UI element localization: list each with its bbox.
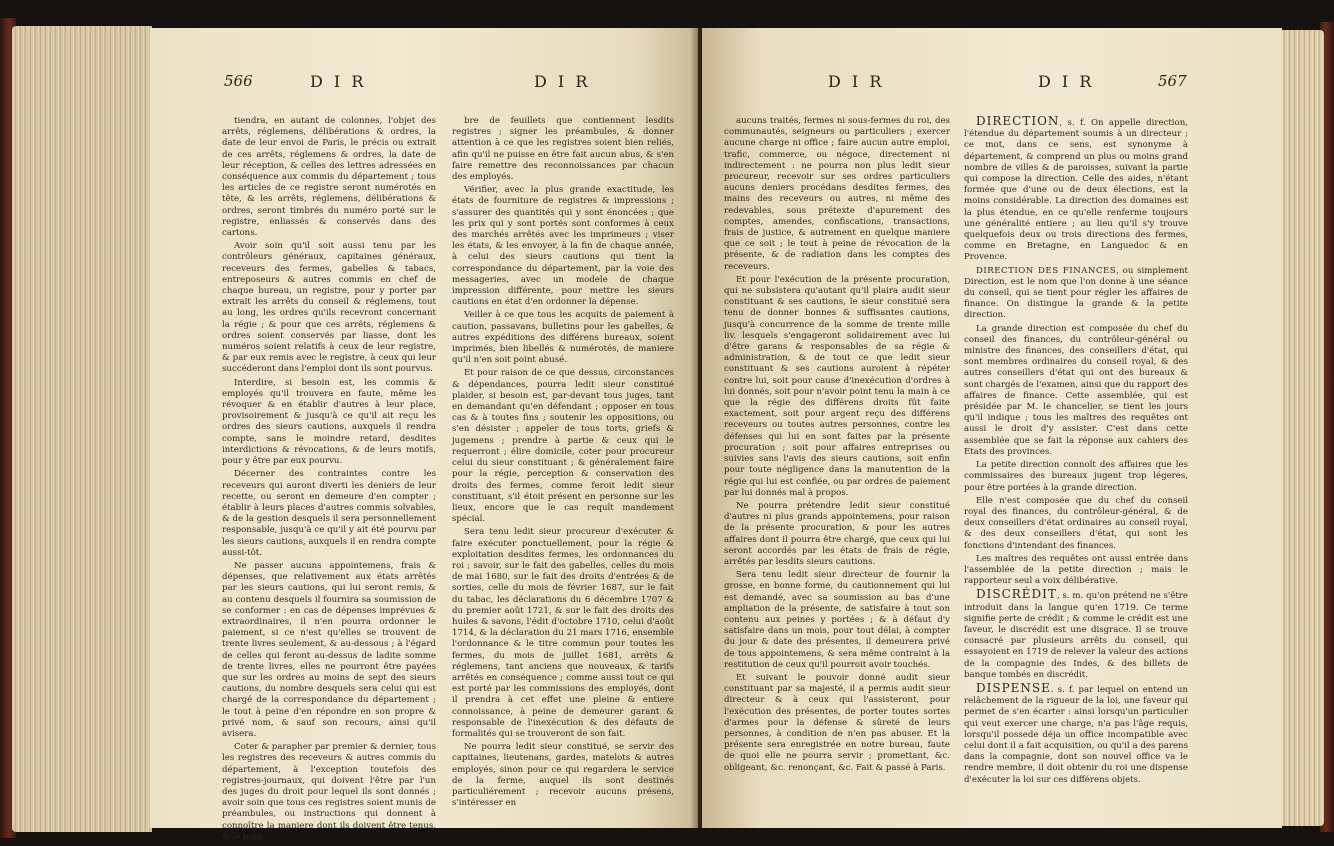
text-paragraph: Interdire, si besoin est, les commis & employés qu'il trouvera en faute, même les révoquer & en établir d'autres à leur place, provisoirement & jusqu'à ce qu'il ait reçu les ordres des sieurs cautions, auxquels il rendra compte, sans le moindre retard, desdites interdictions & révocations, & de leurs motifs, pour y être par eux pourvu. xyxy=(222,377,436,467)
right-page-number: 567 xyxy=(1158,72,1187,90)
text-paragraph: Veiller à ce que tous les acquits de paiement à caution, passavans, bulletins pour les gabelles, & autres expéditions des différens bureaux, soient imprimés, bien libellés & numérotés, de maniere qu'il n'en soit point abusé. xyxy=(452,310,674,366)
entry-text: Les maîtres des requêtes ont aussi entrée dans l'assemblée de la petite direction ; mais le rapporteur seul a voix délibérative. xyxy=(964,553,1188,587)
text-paragraph: aucuns traités, fermes ni sous-fermes du roi, des communautés, seigneurs ou particuliers ; exercer aucune charge ni office ; faire aucun autre emploi, trafic, commerce, ou négoce, directement ni indirectement : ne pourra non plus ledit sieur procureur, recevoir sur ses ordres particuliers aucuns deniers procédans desdites fermes, des mains des receveurs ou autres, ni même des redevables, sous prétexte d'apurement des comptes, amendes, confiscations, transactions, frais de justice, & autrement en quelque maniere que ce soit ; le tout à peine de révocation de la présente, & de radiation dans les comptes des receveurs. xyxy=(724,116,950,272)
entry-headword: DIRECTION xyxy=(976,114,1060,128)
text-paragraph xyxy=(964,496,1188,552)
entry-text: , s. f. On appelle direction, l'étendue du département soumis à un directeur ; ce mot, dans ce sens, est synonyme à département, & comprend un plus ou moins grand nombre de villes & de paroisses, suivant la partie qui compose la direction. Celle des aides, n'étant formée que d'une ou de deux élections, est la moins considérable. La direction des domaines est la plus étendue, en ce qu'elle renferme toujours une généralité entiere ; au lieu qu'il s'y trouve quelquefois deux ou trois directions des fermes, comme en Bretagne, en Languedoc & en Provence. xyxy=(964,118,1188,263)
entry-text: , ou simplement Direction, est le nom que l'on donne à une séance du conseil, qui se tient pour régler les affaires de finance. On distingue la grande & la petite direction. xyxy=(964,265,1188,321)
text-paragraph xyxy=(964,460,1188,494)
right-running-head-1: D I R xyxy=(828,72,885,91)
entry-text: La petite direction connoît des affaires que les commissaires des bureaux jugent trop légeres, pour être portées à la grande direction. xyxy=(964,460,1188,493)
entry-headword: DISPENSE xyxy=(976,680,1051,695)
dictionary-entry xyxy=(964,116,1188,264)
text-paragraph: bre de feuillets que contiennent lesdits registres ; signer les préambules, & donner attention à ce que les registres soient bien reliés, afin qu'il ne puisse en être fait aucun abus, & s'en faire remettre des reconnoissances par chacun des employés. xyxy=(452,116,674,183)
text-paragraph: Et suivant le pouvoir donné audit sieur constituant par sa majesté, il a permis audit sieur directeur & à ceux qui l'assisteront, pour l'exécution des présentes, de porter toutes sortes d'armes pour la défense & sûreté de leurs personnes, à condition de n'en pas abuser. Et la présente sera enregistrée en notre bureau, faute de quoi elle ne pourra servir ; promettant, &c. obligeant, &c. renonçant, &c. Fait & passé à Paris. xyxy=(724,672,950,773)
dictionary-entry xyxy=(964,589,1188,681)
text-paragraph: Sera tenu ledit sieur directeur de fournir la grosse, en bonne forme, du cautionnement qui lui est demandé, avec sa soumission au bas d'une ampliation de la présente, de satisfaire à tout son contenu aux peines y portées ; & à défaut d'y satisfaire dans un mois, pour tout délai, à compter du jour & date des présentes, il demeurera privé de tous appointemens, & sera même contraint à la restitution de ceux qu'il pourroit avoir touchés. xyxy=(724,570,950,670)
entry-text: La grande direction est composée du chef du conseil des finances, du contrôleur-général ou ministre des finances, des conseillers d'état, qui sont membres ordinaires du conseil royal, & des autres conseillers d'état qui ont des bureaux & sont chargés de l'examen, ainsi que du rapport des affaires de finance. Cette assemblée, qui est présidée par M. le chancelier, se tient les jours qu'il indique ; tous les maîtres des requêtes ont aussi le droit d'y assister. C'est dans cette assemblée que se fait la réponse aux cahiers des Etats des provinces. xyxy=(964,323,1188,457)
right-page-column-2 xyxy=(964,116,1188,846)
text-paragraph: Vérifier, avec la plus grande exactitude, les états de fourniture de registres & impressions ; s'assurer des quantités qui y sont énoncées ; que les prix qui y sont portés sont conformes à ceux des marchés arrêtés avec les imprimeurs ; viser les états, & les envoyer, à la fin de chaque année, à celui des sieurs cautions qui tient la correspondance du département, par la voie des messageries, avec un modele de chaque impression différente, pour mettre les sieurs cautions en état d'en ordonner la dépense. xyxy=(452,185,674,308)
right-page-column-1 xyxy=(724,116,950,846)
text-paragraph: Sera tenu ledit sieur procureur d'exécuter & faire exécuter ponctuellement, pour la régie & exploitation desdites fermes, les ordonnances du roi ; savoir, sur le fait des gabelles, celles du mois de mai 1680, sur le fait des droits d'entrées & de sorties, celle du mois de février 1687, sur le fait du tabac, les déclarations du 6 décembre 1707 & du premier août 1721, & sur le fait des droits des huiles & savons, l'édit d'octobre 1710, celui d'août 1714, & la déclaration du 21 mars 1716, ensemble l'ordonnance & le titre commun pour toutes les fermes, du mois de juillet 1681, arrêts & réglemens, tant anciens que nouveaux, & tarifs arrêtés en conséquence ; comme aussi tout ce qui est porté par les commissions des employés, dont il prendra à cet effet une pleine & entiere connoissance, à peine de demeurer garant & responsable de l'inexécution & des défauts de formalités qui se trouveront de son fait. xyxy=(452,527,674,739)
text-paragraph xyxy=(964,554,1188,588)
text-paragraph: tiendra, en autant de colonnes, l'objet des arrêts, réglemens, délibérations & ordres, la date de leur envoi de Paris, le précis ou extrait de ces arrêts, réglemens & ordres, la date de leur réception, & celles des lettres adressées en conséquence aux commis du département ; tous les articles de ce registre seront numérotés en tête, & les arrêts, réglemens, délibérations & ordres, seront timbrés du numéro porté sur le registre, enliassés & conservés dans des cartons. xyxy=(222,116,436,239)
page-stack-left xyxy=(12,26,152,832)
entry-headword: DIRECTION DES FINANCES xyxy=(976,265,1117,276)
page-stack-right xyxy=(1276,30,1324,826)
entry-text: , s. m. qu'on prétend ne s'être introduit dans la langue qu'en 1719. Ce terme signifie perte de crédit ; & comme le crédit est une faveur, le discrédit est une disgrace. Il se trouve consacré par plusieurs arrêts du conseil, qui essayoient en 1719 de relever la valeur des actions de la compagnie des Indes, & des billets de banque tombés en discrédit. xyxy=(964,591,1188,680)
text-paragraph: Décerner des contraintes contre les receveurs qui auront diverti les deniers de leur recette, ou seront en demeure d'en compter ; établir à leurs places d'autres commis solvables, & de la gestion desquels il sera personnellement responsable, jusqu'à ce qu'il y ait été pourvu par les sieurs cautions, auxquels il en rendra compte aussi-tôt. xyxy=(222,469,436,558)
entry-headword: DISCRÉDIT xyxy=(976,587,1057,602)
left-page-column-1 xyxy=(222,116,436,846)
dictionary-entry xyxy=(964,680,1188,786)
text-paragraph: Ne pourra ledit sieur constitué, se servir des capitaines, lieutenans, gardes, matelots & autres employés, sinon pour ce qui regardera le service de la ferme, auquel ils sont destinés particuliérement ; recevoir aucuns présens, s'intéresser en xyxy=(452,742,674,809)
right-running-head-2: D I R xyxy=(1038,72,1095,91)
left-page-column-2 xyxy=(452,116,674,846)
text-paragraph: Ne pourra prétendre ledit sieur constitué d'autres ni plus grands appointemens, pour raison de la présente procuration, & pour les autres affaires dont il pourra être chargé, que ceux qui lui seront accordés par les états de frais de régie, arrêtés par lesdits sieurs cautions. xyxy=(724,500,950,567)
text-paragraph: Et pour l'exécution de la présente procuration, qui ne subsistera qu'autant qu'il plaira audit sieur constituant & ses cautions, le sieur constitué sera tenu de donner bonnes & suffisantes cautions, jusqu'à concurrence de la somme de trente mille liv. lesquels s'engageront solidairement avec lui d'être garans & responsables de sa régie & administration, & de tout ce que ledit sieur constituant & ses cautions auroient à répéter contre lui, soit pour cause d'inexécution d'ordres à lui donnés, soit pour n'avoir point tenu la main à ce que la régie des différens droits fût faite exactement, soit pour argent reçu des différens receveurs ou toutes autres personnes, contre les défenses qui lui en sont faites par la présente procuration ; soit pour affaires entreprises ou suivies sans l'avis des sieurs cautions, soit enfin pour toute négligence dans la manutention de la régie qui lui est confiée, ou par ordres de paiement par lui donnés mal à propos. xyxy=(724,274,950,498)
text-paragraph: Et pour raison de ce que dessus, circonstances & dépendances, pourra ledit sieur constitué plaider, si besoin est, par-devant tous juges, tant en demandant qu'en défendant ; opposer en tous cas & à toutes fins ; soutenir les oppositions, ou s'en désister ; appeler de tous torts, griefs & jugemens ; prendre à partie & ceux qui le requerront ; élire domicile, coter pour procureur celui du sieur constituant ; & généralement faire pour la régie, perception & conservation des droits des fermes, comme feroit ledit sieur constituant, s'il étoit présent en personne sur les lieux, encore que le cas requît mandement spécial. xyxy=(452,368,674,525)
entry-text: . s. f. par lequel on entend un relâchement de la rigueur de la loi, une faveur qui permet de s'en écarter : ainsi lorsqu'un particulier qui veut exercer une charge, n'a pas l'âge requis, lorsqu'il possede déja un office incompatible avec celui dont il a fait acquisition, ou qu'il a des parens dans la compagnie, dont son nouvel office va le rendre membre, il doit obtenir du roi une dispense d'exécuter la loi sur ces différens objets. xyxy=(964,684,1188,785)
left-running-head-1: D I R xyxy=(310,72,367,91)
text-paragraph: Avoir soin qu'il soit aussi tenu par les contrôleurs généraux, capitaines généraux, receveurs des fermes, gabelles & tabacs, entreposeurs & autres commis en chef de chaque bureau, un registre, pour y porter par extrait les arrêts du conseil & réglemens, tout au long, les ordres qu'ils recevront concernant la régie ; & pour que ces arrêts, réglemens & ordres soient conservés par liasse, dont les numéros soient relatifs à ceux de leur registre, & par eux remis avec le registre, à ceux qui leur succéderont dans l'emploi dont ils sont pourvus. xyxy=(222,241,436,375)
text-paragraph xyxy=(964,324,1188,458)
left-running-head-2: D I R xyxy=(534,72,591,91)
entry-text: Elle n'est composée que du chef du conseil royal des finances, du contrôleur-général, & de deux conseillers d'état ordinaires au conseil royal, & des deux conseillers d'état, qui sont les fonctions d'intendant des finances. xyxy=(964,495,1188,551)
text-paragraph: Coter & parapher par premier & dernier, tous les registres des receveurs & autres commis du département, à l'exception toutefois des registres-journaux, qui doivent l'être par l'un des juges du droit pour lequel ils sont donnés ; avoir soin que tous ces registres soient munis de préambules, ou instructions qui donnent à connoître la maniere dont ils doivent être tenus, & le nom- xyxy=(222,742,436,842)
dictionary-entry xyxy=(964,266,1188,322)
text-paragraph: Ne passer aucuns appointemens, frais & dépenses, que relativement aux états arrêtés par les sieurs cautions, qui lui seront remis, & au contenu desquels il fournira sa soumission de se conformer : en cas de dépenses imprévues & extraordinaires, il n'en pourra ordonner le paiement, si ce n'est qu'elles se trouvent de trente livres seulement, & au-dessous ; à l'égard de celles qui feront au-dessus de ladite somme de trente livres, elles ne pourront être payées que sur les ordres au moins de sept des sieurs cautions, du nombre desquels sera celui qui est chargé de la correspondance du département ; le tout à peine d'en répondre en son propre & privé nom, & sauf son recours, ainsi qu'il avisera. xyxy=(222,560,436,739)
right-page xyxy=(702,28,1282,828)
left-page-number: 566 xyxy=(224,72,253,90)
left-page xyxy=(150,28,698,842)
